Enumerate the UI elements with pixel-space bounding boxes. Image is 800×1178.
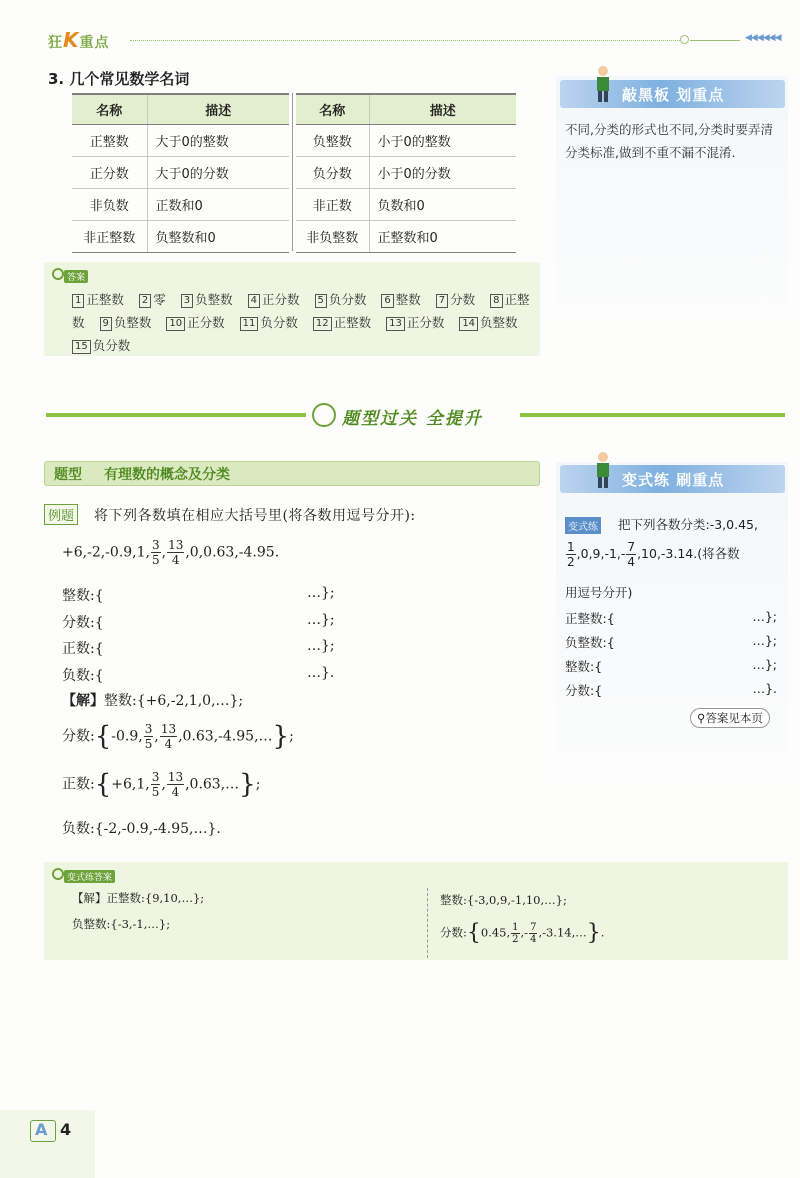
example-numbers: +6,-2,-0.9,1, $\frac{3}{5}$ , $\frac{13}{4}$ ,0,0.63,-4.95. xyxy=(62,538,280,567)
compass-icon: A xyxy=(35,1120,48,1139)
table-divider xyxy=(292,93,293,251)
header-rule xyxy=(130,40,680,41)
arrows-icon: ◀◀◀◀◀◀ xyxy=(745,33,781,43)
fraction: $\frac{13}{4}$ xyxy=(168,538,184,567)
answer-number: 9 xyxy=(100,317,112,331)
answer-item: 4 正分数 xyxy=(248,292,300,307)
answer-item: 1 正整数 xyxy=(72,292,124,307)
table-row: 非负数 正数和0 xyxy=(72,188,289,220)
practice-stem: 用逗号分开) xyxy=(565,585,633,600)
table-row: 非正数 负数和0 xyxy=(296,188,516,220)
fraction: $\frac{3}{5}$ xyxy=(151,538,160,567)
answer-number: 5 xyxy=(315,294,327,308)
example-tag: 例题 xyxy=(44,504,78,525)
answer-item: 11 负分数 xyxy=(240,315,298,330)
topic-heading: 题型 有理数的概念及分类 xyxy=(54,467,230,483)
variant-answer-line: 整数:{-3,0,9,-1,10,…}; xyxy=(440,893,567,907)
terms-table-left xyxy=(72,93,289,253)
blank-line: 分数:{ …}; xyxy=(62,612,335,631)
answer-number: 4 xyxy=(248,294,260,308)
table-row: 非正整数 负整数和0 xyxy=(72,220,289,252)
column-header: 名称 xyxy=(72,94,147,124)
answer-number: 13 xyxy=(386,317,405,331)
blackboard-title: 敲黑板 划重点 xyxy=(622,86,725,104)
teacher-icon xyxy=(590,64,616,104)
variant-answer-label: 变式练答案 xyxy=(64,870,115,883)
blank-line: 整数:{ …}; xyxy=(62,585,335,604)
answer-number: 3 xyxy=(181,294,193,308)
answer-item: 10 正分数 xyxy=(166,315,224,330)
variant-answer-line: 【解】正整数:{9,10,…}; xyxy=(72,891,205,905)
blank-line: 分数:{ …}. xyxy=(565,681,777,698)
column-header: 描述 xyxy=(147,94,289,124)
answer-number: 11 xyxy=(240,317,259,331)
answer-item: 8 正整数 xyxy=(72,292,530,330)
header-circle-icon xyxy=(680,35,689,44)
answer-item: 15 负分数 xyxy=(72,338,130,353)
answer-number: 15 xyxy=(72,340,91,354)
example-stem: 将下列各数填在相应大括号里(将各数用逗号分开): xyxy=(94,508,416,524)
see-answer-link[interactable]: ⚲答案见本页 xyxy=(690,708,770,728)
section-title: 3. 几个常见数学名词 xyxy=(48,70,190,88)
answer-number: 8 xyxy=(490,294,502,308)
key-icon: ⚲ xyxy=(697,711,706,725)
blackboard-text: 不同,分类的形式也不同,分类时要弄清分类标准,做到不重不漏不混淆. xyxy=(565,122,773,160)
table-row: 负整数 小于0的整数 xyxy=(296,124,516,156)
table-row: 负分数 小于0的分数 xyxy=(296,156,516,188)
column-header: 描述 xyxy=(369,94,516,124)
brand-logo: 狂K重点 xyxy=(48,28,110,52)
divider-line xyxy=(520,413,785,417)
solution-positives: 正数:{+6,1, $\frac{3}{5}$ , $\frac{13}{4}$ ,0.63,…}; xyxy=(62,769,261,800)
blank-line: 整数:{ …}; xyxy=(565,657,777,674)
answer-label: 答案 xyxy=(64,270,88,283)
answer-number: 10 xyxy=(166,317,185,331)
section-divider-title: 题型过关 全提升 xyxy=(342,409,483,429)
answer-number: 6 xyxy=(381,294,393,308)
blank-line: 正数:{ …}; xyxy=(62,638,335,657)
answer-item: 2 零 xyxy=(139,292,166,307)
answer-item: 13 正分数 xyxy=(386,315,444,330)
column-header: 名称 xyxy=(296,94,369,124)
answer-item: 7 分数 xyxy=(436,292,475,307)
target-icon xyxy=(312,403,336,427)
answer-number: 7 xyxy=(436,294,448,308)
answer-item: 6 整数 xyxy=(381,292,420,307)
variant-answer-line: 负整数:{-3,-1,…}; xyxy=(72,917,171,931)
answer-number: 12 xyxy=(313,317,332,331)
table-row: 正分数 大于0的分数 xyxy=(72,156,289,188)
header-rule xyxy=(690,40,740,41)
key-icon xyxy=(52,268,64,280)
solution-integers: 【解】整数:{+6,-2,1,0,…}; xyxy=(62,693,244,709)
answer-item: 12 正整数 xyxy=(313,315,371,330)
answer-number: 14 xyxy=(459,317,478,331)
answer-item: 14 负整数 xyxy=(459,315,517,330)
answer-number: 2 xyxy=(139,294,151,308)
variant-answer-line: 分数:{0.45, $\frac{1}{2}$ ,- $\frac{7}{4}$ ,-3.14,…}. xyxy=(440,920,605,946)
answer-item: 3 负整数 xyxy=(181,292,233,307)
answer-list xyxy=(72,288,534,357)
blank-line: 负整数:{ …}; xyxy=(565,633,777,650)
solution-fractions: 分数:{-0.9, $\frac{3}{5}$ , $\frac{13}{4}$ ,0.63,-4.95,…}; xyxy=(62,721,294,752)
blank-line: 正整数:{ …}; xyxy=(565,609,777,626)
key-icon xyxy=(52,868,64,880)
table-row: 正整数 大于0的整数 xyxy=(72,124,289,156)
page-number: 4 xyxy=(60,1120,72,1139)
answer-item: 9 负整数 xyxy=(100,315,152,330)
practice-stem: $\frac{1}{2}$ ,0,9,-1,- $\frac{7}{4}$ ,10,-3.14.(将各数 xyxy=(567,540,740,569)
practice-tag: 变式练 xyxy=(565,517,601,534)
table-row: 非负整数 正整数和0 xyxy=(296,220,516,252)
divider-line xyxy=(46,413,306,417)
practice-stem: 把下列各数分类:-3,0.45, xyxy=(618,517,758,532)
practice-title: 变式练 刷重点 xyxy=(622,471,725,489)
blank-line: 负数:{ …}. xyxy=(62,665,335,684)
terms-table-right xyxy=(296,93,516,253)
answer-number: 1 xyxy=(72,294,84,308)
column-divider xyxy=(427,888,428,958)
student-icon xyxy=(590,450,616,490)
answer-item: 5 负分数 xyxy=(315,292,367,307)
solution-negatives: 负数:{-2,-0.9,-4.95,…}. xyxy=(62,821,221,837)
variant-answer-box xyxy=(44,862,788,960)
